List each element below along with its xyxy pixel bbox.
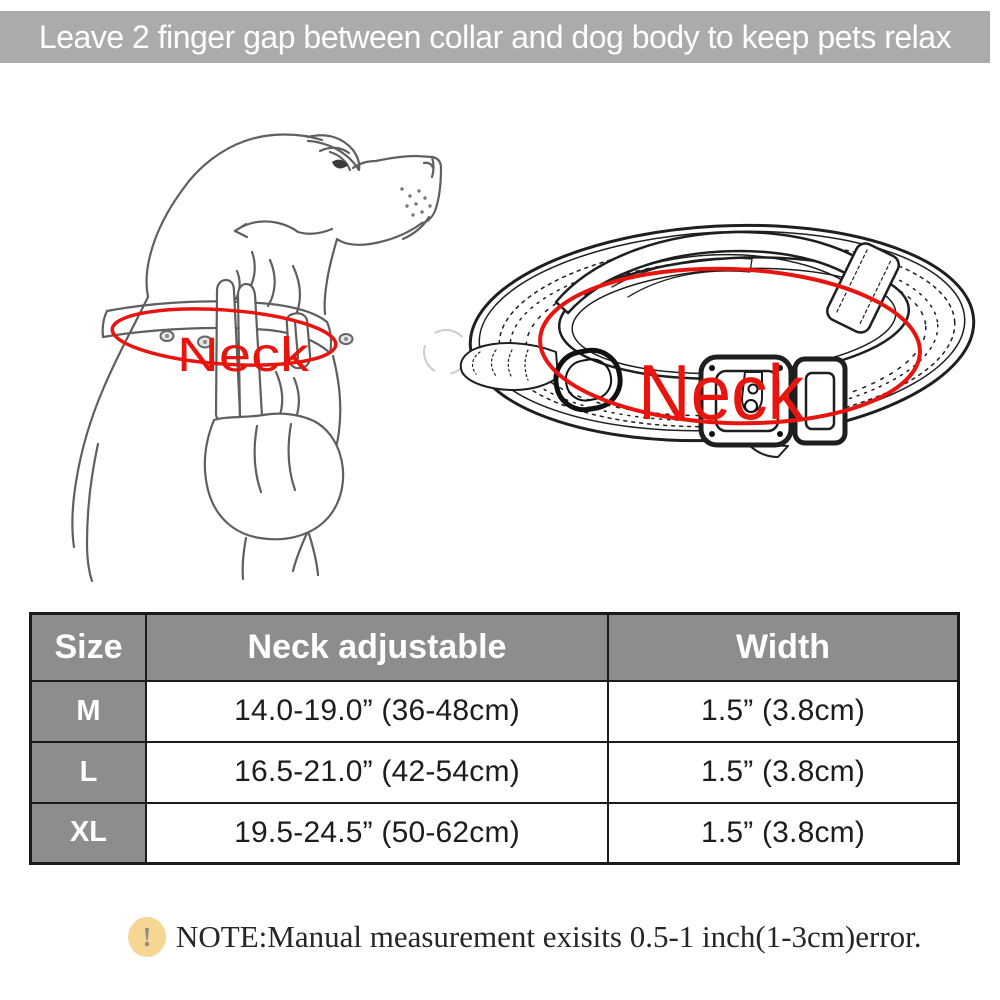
size-cell: M	[31, 681, 147, 742]
size-cell: L	[31, 742, 147, 803]
collar-neck-label: Neck	[638, 348, 805, 436]
width-cell: 1.5” (3.8cm)	[608, 742, 959, 803]
size-table-header-row	[31, 614, 959, 681]
header-size: Size	[31, 614, 147, 681]
dog-neck-label: Neck	[177, 329, 311, 382]
table-row-l	[31, 742, 959, 803]
table-row-xl	[31, 803, 959, 864]
muzzle-dots	[400, 187, 431, 221]
size-table	[29, 612, 960, 865]
neck-cell: 16.5-21.0” (42-54cm)	[146, 742, 608, 803]
width-cell: 1.5” (3.8cm)	[608, 681, 959, 742]
neck-cell: 14.0-19.0” (36-48cm)	[146, 681, 608, 742]
exclamation-icon: !	[128, 917, 166, 957]
neck-cell: 19.5-24.5” (50-62cm)	[146, 803, 608, 864]
size-cell: XL	[31, 803, 147, 864]
instruction-banner	[0, 11, 990, 63]
measurement-illustration	[0, 80, 1000, 608]
header-neck-adjustable: Neck adjustable	[146, 614, 608, 681]
width-cell: 1.5” (3.8cm)	[608, 803, 959, 864]
instruction-banner-text: Leave 2 finger gap between collar and dog body to keep pets relax	[38, 18, 952, 55]
collar-product-sketch	[424, 213, 979, 457]
dog-head-sketch	[72, 135, 441, 582]
note-text: NOTE:Manual measurement exisits 0.5-1 inch(1-3cm)error.	[176, 919, 922, 954]
measurement-note	[128, 914, 922, 960]
table-row-m	[31, 681, 959, 742]
header-width: Width	[608, 614, 959, 681]
hand	[205, 414, 343, 579]
